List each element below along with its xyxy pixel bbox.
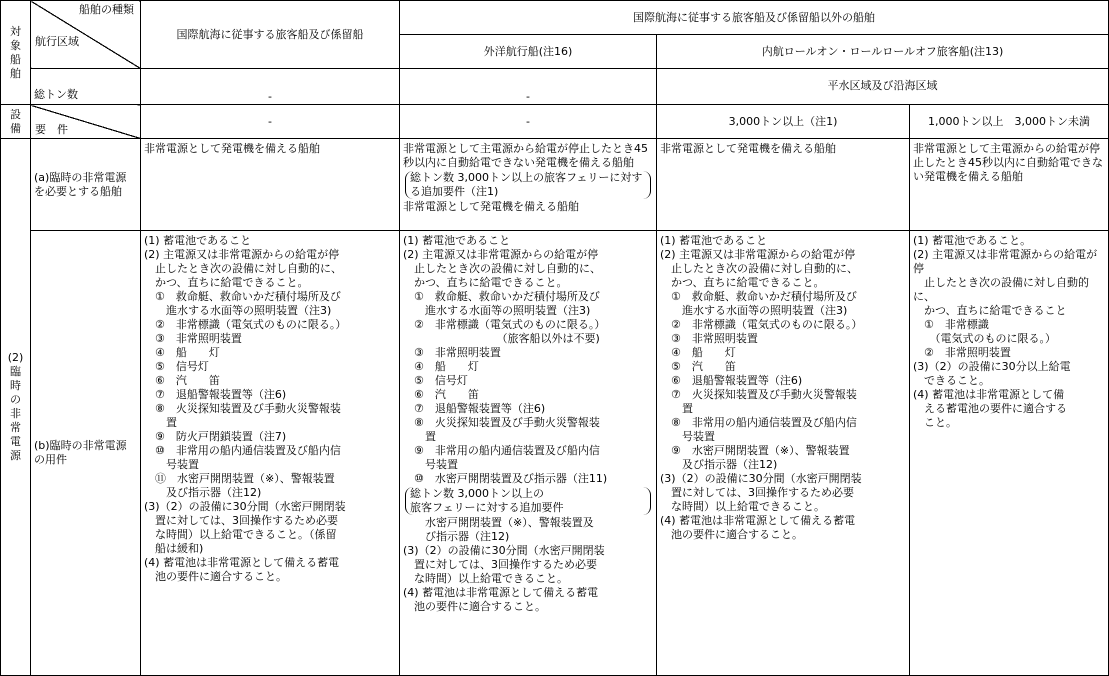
list-item: ⑦ 退船警報装置等（注6) xyxy=(403,402,546,415)
col2-title: 外洋航行船(注16) xyxy=(400,35,657,69)
req-col1: - xyxy=(141,105,400,139)
list-item: (4) 蓄電池は非常電源として備える蓄電 池の要件に適合すること。 xyxy=(660,514,856,541)
list-item: (1) 蓄電池であること xyxy=(403,234,511,247)
setsubi-label: 設 備 xyxy=(1,105,31,139)
list-item: ⑥ 汽 笛 xyxy=(403,388,479,401)
row-a-col1: 非常電源として発電機を備える船舶 xyxy=(141,139,400,231)
row-a-col2-after: 非常電源として発電機を備える船舶 xyxy=(403,200,579,213)
list-item: ⑧ 火災探知装置及び手動火災警報装 置 xyxy=(154,402,341,429)
list-item: ② 非常照明装置 xyxy=(913,346,1011,359)
row-b-col3 xyxy=(657,231,910,676)
list-item: ④ 船 灯 xyxy=(144,346,220,359)
list-item: (1) 蓄電池であること xyxy=(144,234,252,247)
list-item: ⑧ 非常用の船内通信装置及び船内信 号装置 xyxy=(670,416,857,443)
row-a-label: (a)臨時の非常電源を必要とする船舶 xyxy=(31,139,141,231)
list-item: ⑨ 非常用の船内通信装置及び船内信 号装置 xyxy=(413,444,600,471)
list-item: ⑤ 信号灯 xyxy=(144,360,209,373)
row-b-col4 xyxy=(910,231,1109,676)
col3-title: 内航ロールオン・ロールロールオフ旅客船(注13) xyxy=(657,35,1109,69)
row-a-col2 xyxy=(400,139,657,231)
list-item: ④ 船 灯 xyxy=(403,360,479,373)
list-item: ② 非常標識（電気式のものに限る。） （旅客船以外は不要) xyxy=(413,318,606,345)
list-item: ③ 非常照明装置 xyxy=(660,332,758,345)
list-item: ⑨ 防火戸閉鎖装置（注7) xyxy=(144,430,287,443)
list-item: ⑥ 汽 笛 xyxy=(144,374,220,387)
list-item: (3)（2）の設備に30分間（水密戸開閉装 置に対しては、3回操作するため必要 な時間）以上給電できること。 xyxy=(403,544,605,585)
row-b-col2-list-b xyxy=(403,516,653,614)
taishou-senpaku-label: 対 象 船 舶 xyxy=(1,1,31,105)
row-b-col4-list xyxy=(913,234,1105,430)
list-item: ② 非常標識（電気式のものに限る。） xyxy=(660,318,863,331)
col1-title: 国際航海に従事する旅客船及び係留船 xyxy=(141,1,400,69)
row-b-col1 xyxy=(141,231,400,676)
list-item: ③ 非常照明装置 xyxy=(144,332,242,345)
list-item: ① 救命艇、救命いかだ積付場所及び 進水する水面等の照明装置（注3) xyxy=(413,290,600,317)
list-item: ⑧ 火災探知装置及び手動火災警報装 置 xyxy=(413,416,600,443)
list-item: (4) 蓄電池は非常電源として備 える蓄電池の要件に適合する こと。 xyxy=(913,388,1067,429)
list-item: (3)（2）の設備に30分間（水密戸開閉装 置に対しては、3回操作するため必要 な時間）以上給電できること。 xyxy=(660,472,862,513)
tonnage-col2: - xyxy=(400,69,657,105)
list-item: ① 非常標識 （電気式のものに限る。） xyxy=(923,318,1056,345)
tonnage-col1: - xyxy=(141,69,400,105)
list-item: (2) 主電源又は非常電源からの給電が停 止したとき次の設備に対し自動的に、 かつ、直ちに給電できること。 xyxy=(660,248,858,289)
row-b-label: (b)臨時の非常電源の用件 xyxy=(31,231,141,676)
list-item: (3)（2）の設備に30分以上給電 できること。 xyxy=(913,360,1071,387)
ship-type-label: 船舶の種類 xyxy=(79,3,134,16)
row-b-col1-list xyxy=(144,234,396,584)
list-item: ⑦ 退船警報装置等（注6) xyxy=(144,388,287,401)
list-item: ⑤ 信号灯 xyxy=(403,374,468,387)
tonnage-col4: 1,000トン以上 3,000トン未満 xyxy=(910,105,1109,139)
list-item: 水密戸開閉装置（※）、警報装置及 び指示器（注12) xyxy=(424,516,594,543)
row-a-col3: 非常電源として発電機を備える船舶 xyxy=(657,139,910,231)
row-b-col3-list xyxy=(660,234,906,542)
tonnage-label: 総トン数 xyxy=(34,88,78,101)
list-item: ① 救命艇、救命いかだ積付場所及び 進水する水面等の照明装置（注3) xyxy=(154,290,341,317)
row-b-col2-brace: 総トン数 3,000トン以上の 旅客フェリーに対する追加要件 xyxy=(405,487,651,515)
row-b-col2-list-a xyxy=(403,234,653,486)
row-a-col4: 非常電源として主電源からの給電が停止したとき45秒以内に自動給電できない発電機を備える船舶 xyxy=(910,139,1109,231)
route-label: 航行区域 xyxy=(35,35,79,48)
section2-label: (2) 臨 時 の 非 常 電 源 xyxy=(1,139,31,676)
list-item: (2) 主電源又は非常電源からの給電が停 止したとき次の設備に対し自動的に、 かつ、直ちに給電できること。 xyxy=(403,248,601,289)
list-item: (1) 蓄電池であること xyxy=(660,234,768,247)
tonnage-col3: 3,000トン以上（注1) xyxy=(657,105,910,139)
list-item: (4) 蓄電池は非常電源として備える蓄電 池の要件に適合すること。 xyxy=(144,556,340,583)
tonnage-label-cell xyxy=(31,69,141,105)
list-item: ④ 船 灯 xyxy=(660,346,736,359)
list-item: ③ 非常照明装置 xyxy=(403,346,501,359)
list-item: ⑦ 火災探知装置及び手動火災警報装 置 xyxy=(670,388,857,415)
ship-type-route-header xyxy=(31,1,141,69)
list-item: ② 非常標識（電気式のものに限る。） xyxy=(144,318,347,331)
requirement-header xyxy=(31,105,141,139)
list-item: (4) 蓄電池は非常電源として備える蓄電 池の要件に適合すること。 xyxy=(403,586,599,613)
list-item: ⑨ 水密戸開閉装置（※）、警報装置 及び指示器（注12) xyxy=(670,444,850,471)
requirement-label: 要 件 xyxy=(35,123,68,136)
row-a-col2-brace: 総トン数 3,000トン以上の旅客フェリーに対する追加要件（注1) xyxy=(405,171,651,199)
list-item: ⑪ 水密戸開閉装置（※）、警報装置 及び指示器（注12) xyxy=(154,472,335,499)
list-item: ⑩ 非常用の船内通信装置及び船内信 号装置 xyxy=(154,444,341,471)
list-item: ⑤ 汽 笛 xyxy=(660,360,736,373)
list-item: (2) 主電源又は非常電源からの給電が停 止したとき次の設備に対し自動的に、 かつ、直ちに給電できること xyxy=(913,248,1098,317)
list-item: ⑥ 退船警報装置等（注6) xyxy=(660,374,803,387)
row-a-col2-main: 非常電源として主電源から給電が停止したとき45秒以内に自動給電できない発電機を備える船舶 xyxy=(403,142,648,169)
route-col34: 平水区域及び沿海区域 xyxy=(657,69,1109,105)
req-col2: - xyxy=(400,105,657,139)
row-b-col2 xyxy=(400,231,657,676)
list-item: ⑩ 水密戸開閉装置及び指示器（注11) xyxy=(403,472,608,485)
list-item: ① 救命艇、救命いかだ積付場所及び 進水する水面等の照明装置（注3) xyxy=(670,290,857,317)
list-item: (2) 主電源又は非常電源からの給電が停 止したとき次の設備に対し自動的に、 かつ、直ちに給電できること。 xyxy=(144,248,342,289)
other-group-title: 国際航海に従事する旅客船及び係留船以外の船舶 xyxy=(400,1,1109,35)
list-item: (3)（2）の設備に30分間（水密戸開閉装 置に対しては、3回操作するため必要 な時間）以上給電できること。（係留 船は緩和) xyxy=(144,500,346,555)
list-item: (1) 蓄電池であること。 xyxy=(913,234,1032,247)
